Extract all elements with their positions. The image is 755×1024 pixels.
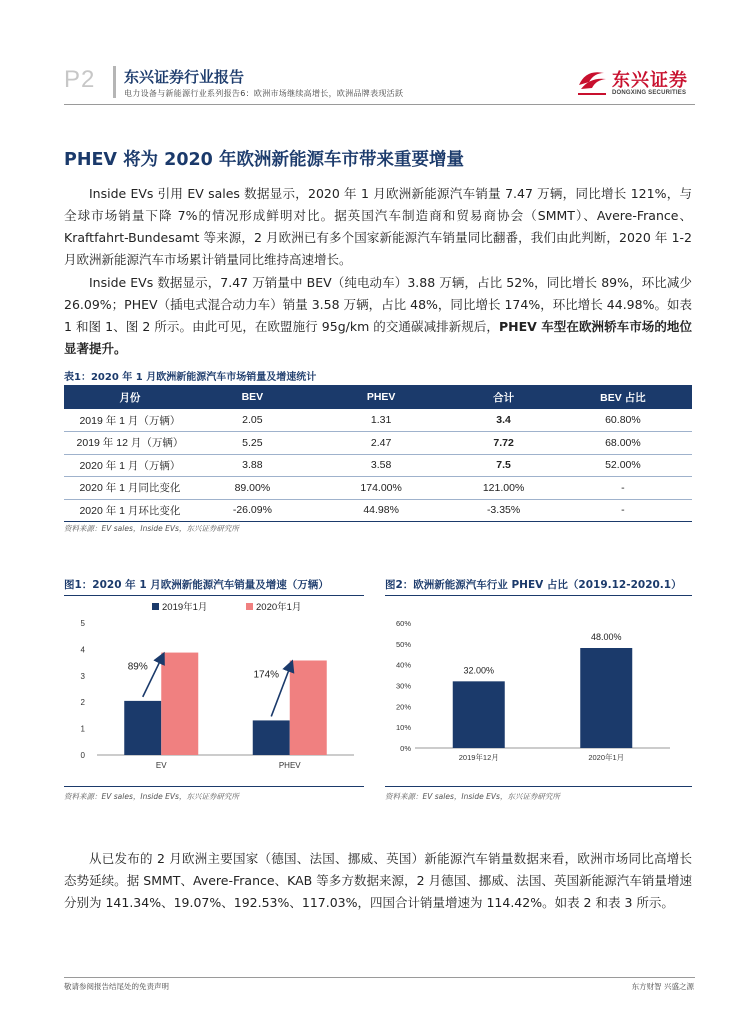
table-cell: - bbox=[554, 499, 692, 522]
table-row bbox=[64, 477, 692, 500]
figure-1-bottom-rule bbox=[64, 786, 364, 787]
figure-2-top-rule bbox=[385, 595, 692, 596]
x-tick-label: 2020年1月 bbox=[588, 753, 625, 762]
table-cell: 7.72 bbox=[453, 432, 553, 455]
col-header: PHEV bbox=[309, 385, 453, 409]
figure-1-top-rule bbox=[64, 595, 364, 596]
table-cell: 2.47 bbox=[309, 432, 453, 455]
x-tick-label: EV bbox=[155, 761, 167, 770]
table-cell: 2020 年 1 月（万辆） bbox=[64, 454, 196, 477]
table-cell: 7.5 bbox=[453, 454, 553, 477]
y-tick-label: 1 bbox=[80, 724, 85, 734]
table-cell: 3.58 bbox=[309, 454, 453, 477]
figure-1-title: 图1：2020 年 1 月欧洲新能源汽车销量及增速（万辆） bbox=[64, 579, 329, 591]
sales-table bbox=[64, 385, 692, 522]
section-title: PHEV 将为 2020 年欧洲新能源车市带来重要增量 bbox=[64, 150, 464, 170]
table-cell: 2.05 bbox=[196, 409, 309, 432]
table-cell: 121.00% bbox=[453, 477, 553, 500]
table-row bbox=[64, 409, 692, 432]
company-logo bbox=[576, 63, 694, 101]
table-cell: -3.35% bbox=[453, 499, 553, 522]
table-cell: 52.00% bbox=[554, 454, 692, 477]
table-cell: 44.98% bbox=[309, 499, 453, 522]
table-header-row bbox=[64, 385, 692, 409]
table-cell: 5.25 bbox=[196, 432, 309, 455]
table-caption: 表1：2020 年 1 月欧洲新能源汽车市场销量及增速统计 bbox=[64, 372, 317, 383]
legend-swatch bbox=[246, 603, 253, 610]
table-cell: 3.4 bbox=[453, 409, 553, 432]
table-row bbox=[64, 454, 692, 477]
table-cell: 174.00% bbox=[309, 477, 453, 500]
x-tick-label: PHEV bbox=[278, 761, 301, 770]
report-series-title: 东兴证券行业报告 bbox=[124, 68, 245, 86]
table-cell: 2019 年 1 月（万辆） bbox=[64, 409, 196, 432]
col-header: BEV 占比 bbox=[554, 385, 692, 409]
y-tick-label: 2 bbox=[80, 698, 85, 708]
col-header: 合计 bbox=[453, 385, 553, 409]
paragraph-2 bbox=[64, 272, 692, 360]
report-subtitle: 电力设备与新能源行业系列报告6：欧洲市场继续高增长，欧洲品牌表现活跃 bbox=[124, 89, 404, 98]
table-cell: 2019 年 12 月（万辆） bbox=[64, 432, 196, 455]
table-row bbox=[64, 432, 692, 455]
y-tick-label: 50% bbox=[395, 639, 411, 649]
y-tick-label: 30% bbox=[395, 681, 411, 691]
figure-1-chart bbox=[64, 598, 364, 784]
bar bbox=[580, 648, 632, 748]
header-rule bbox=[64, 104, 695, 105]
table-cell: 60.80% bbox=[554, 409, 692, 432]
logo-english-name: DONGXING SECURITIES bbox=[612, 90, 687, 96]
table-cell: -26.09% bbox=[196, 499, 309, 522]
data-label: 32.00% bbox=[463, 665, 495, 676]
y-tick-label: 3 bbox=[80, 671, 85, 681]
bar bbox=[453, 681, 505, 748]
y-tick-label: 0% bbox=[400, 744, 411, 753]
bar-current bbox=[290, 660, 327, 755]
legend-swatch bbox=[152, 603, 159, 610]
x-tick-label: 2019年12月 bbox=[458, 753, 499, 762]
y-tick-label: 60% bbox=[395, 619, 411, 628]
table-cell: 3.88 bbox=[196, 454, 309, 477]
table-cell: 89.00% bbox=[196, 477, 309, 500]
page-number: P2 bbox=[64, 66, 96, 93]
footer-disclaimer: 敬请参阅报告结尾处的免责声明 bbox=[64, 982, 169, 991]
header-divider bbox=[113, 66, 116, 98]
bar-previous bbox=[124, 701, 161, 755]
dongxing-logo-icon bbox=[576, 65, 608, 97]
y-tick-label: 10% bbox=[395, 723, 411, 733]
table-cell: 1.31 bbox=[309, 409, 453, 432]
footer-slogan: 东方财智 兴盛之源 bbox=[631, 982, 694, 991]
legend-label: 2020年1月 bbox=[256, 602, 302, 613]
data-label: 48.00% bbox=[590, 632, 622, 642]
figure-2-title: 图2：欧洲新能源汽车行业 PHEV 占比（2019.12-2020.1） bbox=[385, 579, 682, 591]
y-tick-label: 40% bbox=[395, 660, 411, 670]
logo-name: 东兴证券 bbox=[612, 70, 688, 91]
footer-rule bbox=[64, 977, 695, 978]
table-cell: 2020 年 1 月环比变化 bbox=[64, 499, 196, 522]
paragraph-2-text: Inside EVs 数据显示，7.47 万销量中 BEV（纯电动车）3.88 万辆，占比 52%，同比增长 89%，环比减少 26.09%；PHEV（插电式混合动力车）销量 3.58 万辆，占比 48%，同比增长 174%，环比增长 44.98%。如表 1 和图 1、图 2 所示。由此可见，在欧盟施行 95g/km 的交通碳减排新规后， bbox=[64, 275, 692, 334]
table-cell: 2020 年 1 月同比变化 bbox=[64, 477, 196, 500]
y-tick-label: 5 bbox=[80, 619, 85, 628]
bar-previous bbox=[253, 720, 290, 755]
y-tick-label: 4 bbox=[80, 645, 85, 655]
figure-2-chart bbox=[385, 598, 692, 784]
table-cell: 68.00% bbox=[554, 432, 692, 455]
growth-annotation: 89% bbox=[127, 661, 148, 673]
y-tick-label: 0 bbox=[80, 751, 85, 760]
figure-1-source: 资料来源：EV sales，Inside EVs，东兴证券研究所 bbox=[64, 792, 239, 801]
paragraph-1: Inside EVs 引用 EV sales 数据显示，2020 年 1 月欧洲新能源汽车销量 7.47 万辆，同比增长 121%，与全球市场销量下降 7%的情况形成鲜明对比。据英国汽车制造商和贸易商协会（SMMT）、Avere-France、Kraftfahrt-Bundesamt 等来源，2 月欧洲已有多个国家新能源汽车销量同比翻番，我们由此判断，2020 年 1-2 月欧洲新能源汽车市场累计销量同比维持高速增长。 bbox=[64, 186, 692, 267]
growth-annotation: 174% bbox=[253, 669, 280, 681]
col-header: BEV bbox=[196, 385, 309, 409]
paragraph-2-emphasis: PHEV 车型在欧洲轿车市场的地位显著提升。 bbox=[64, 319, 692, 356]
bar-current bbox=[161, 653, 198, 755]
legend-label: 2019年1月 bbox=[162, 602, 208, 613]
table-cell: - bbox=[554, 477, 692, 500]
figure-2-source: 资料来源：EV sales，Inside EVs，东兴证券研究所 bbox=[385, 792, 560, 801]
figure-2-bottom-rule bbox=[385, 786, 692, 787]
paragraph-3: 从已发布的 2 月欧洲主要国家（德国、法国、挪威、英国）新能源汽车销量数据来看，欧洲市场同比高增长态势延续。据 SMMT、Avere-France、KAB 等多方数据来源，2 月德国、挪威、法国、英国新能源汽车销量增速分别为 141.34%、19.07%、192.53%、117.03%，四国合计销量增速为 114.42%。如表 2 和表 3 所示。 bbox=[64, 851, 692, 910]
y-tick-label: 20% bbox=[395, 702, 411, 712]
col-header: 月份 bbox=[64, 385, 196, 409]
table-row bbox=[64, 499, 692, 522]
table-source: 资料来源：EV sales，Inside EVs，东兴证券研究所 bbox=[64, 524, 239, 533]
